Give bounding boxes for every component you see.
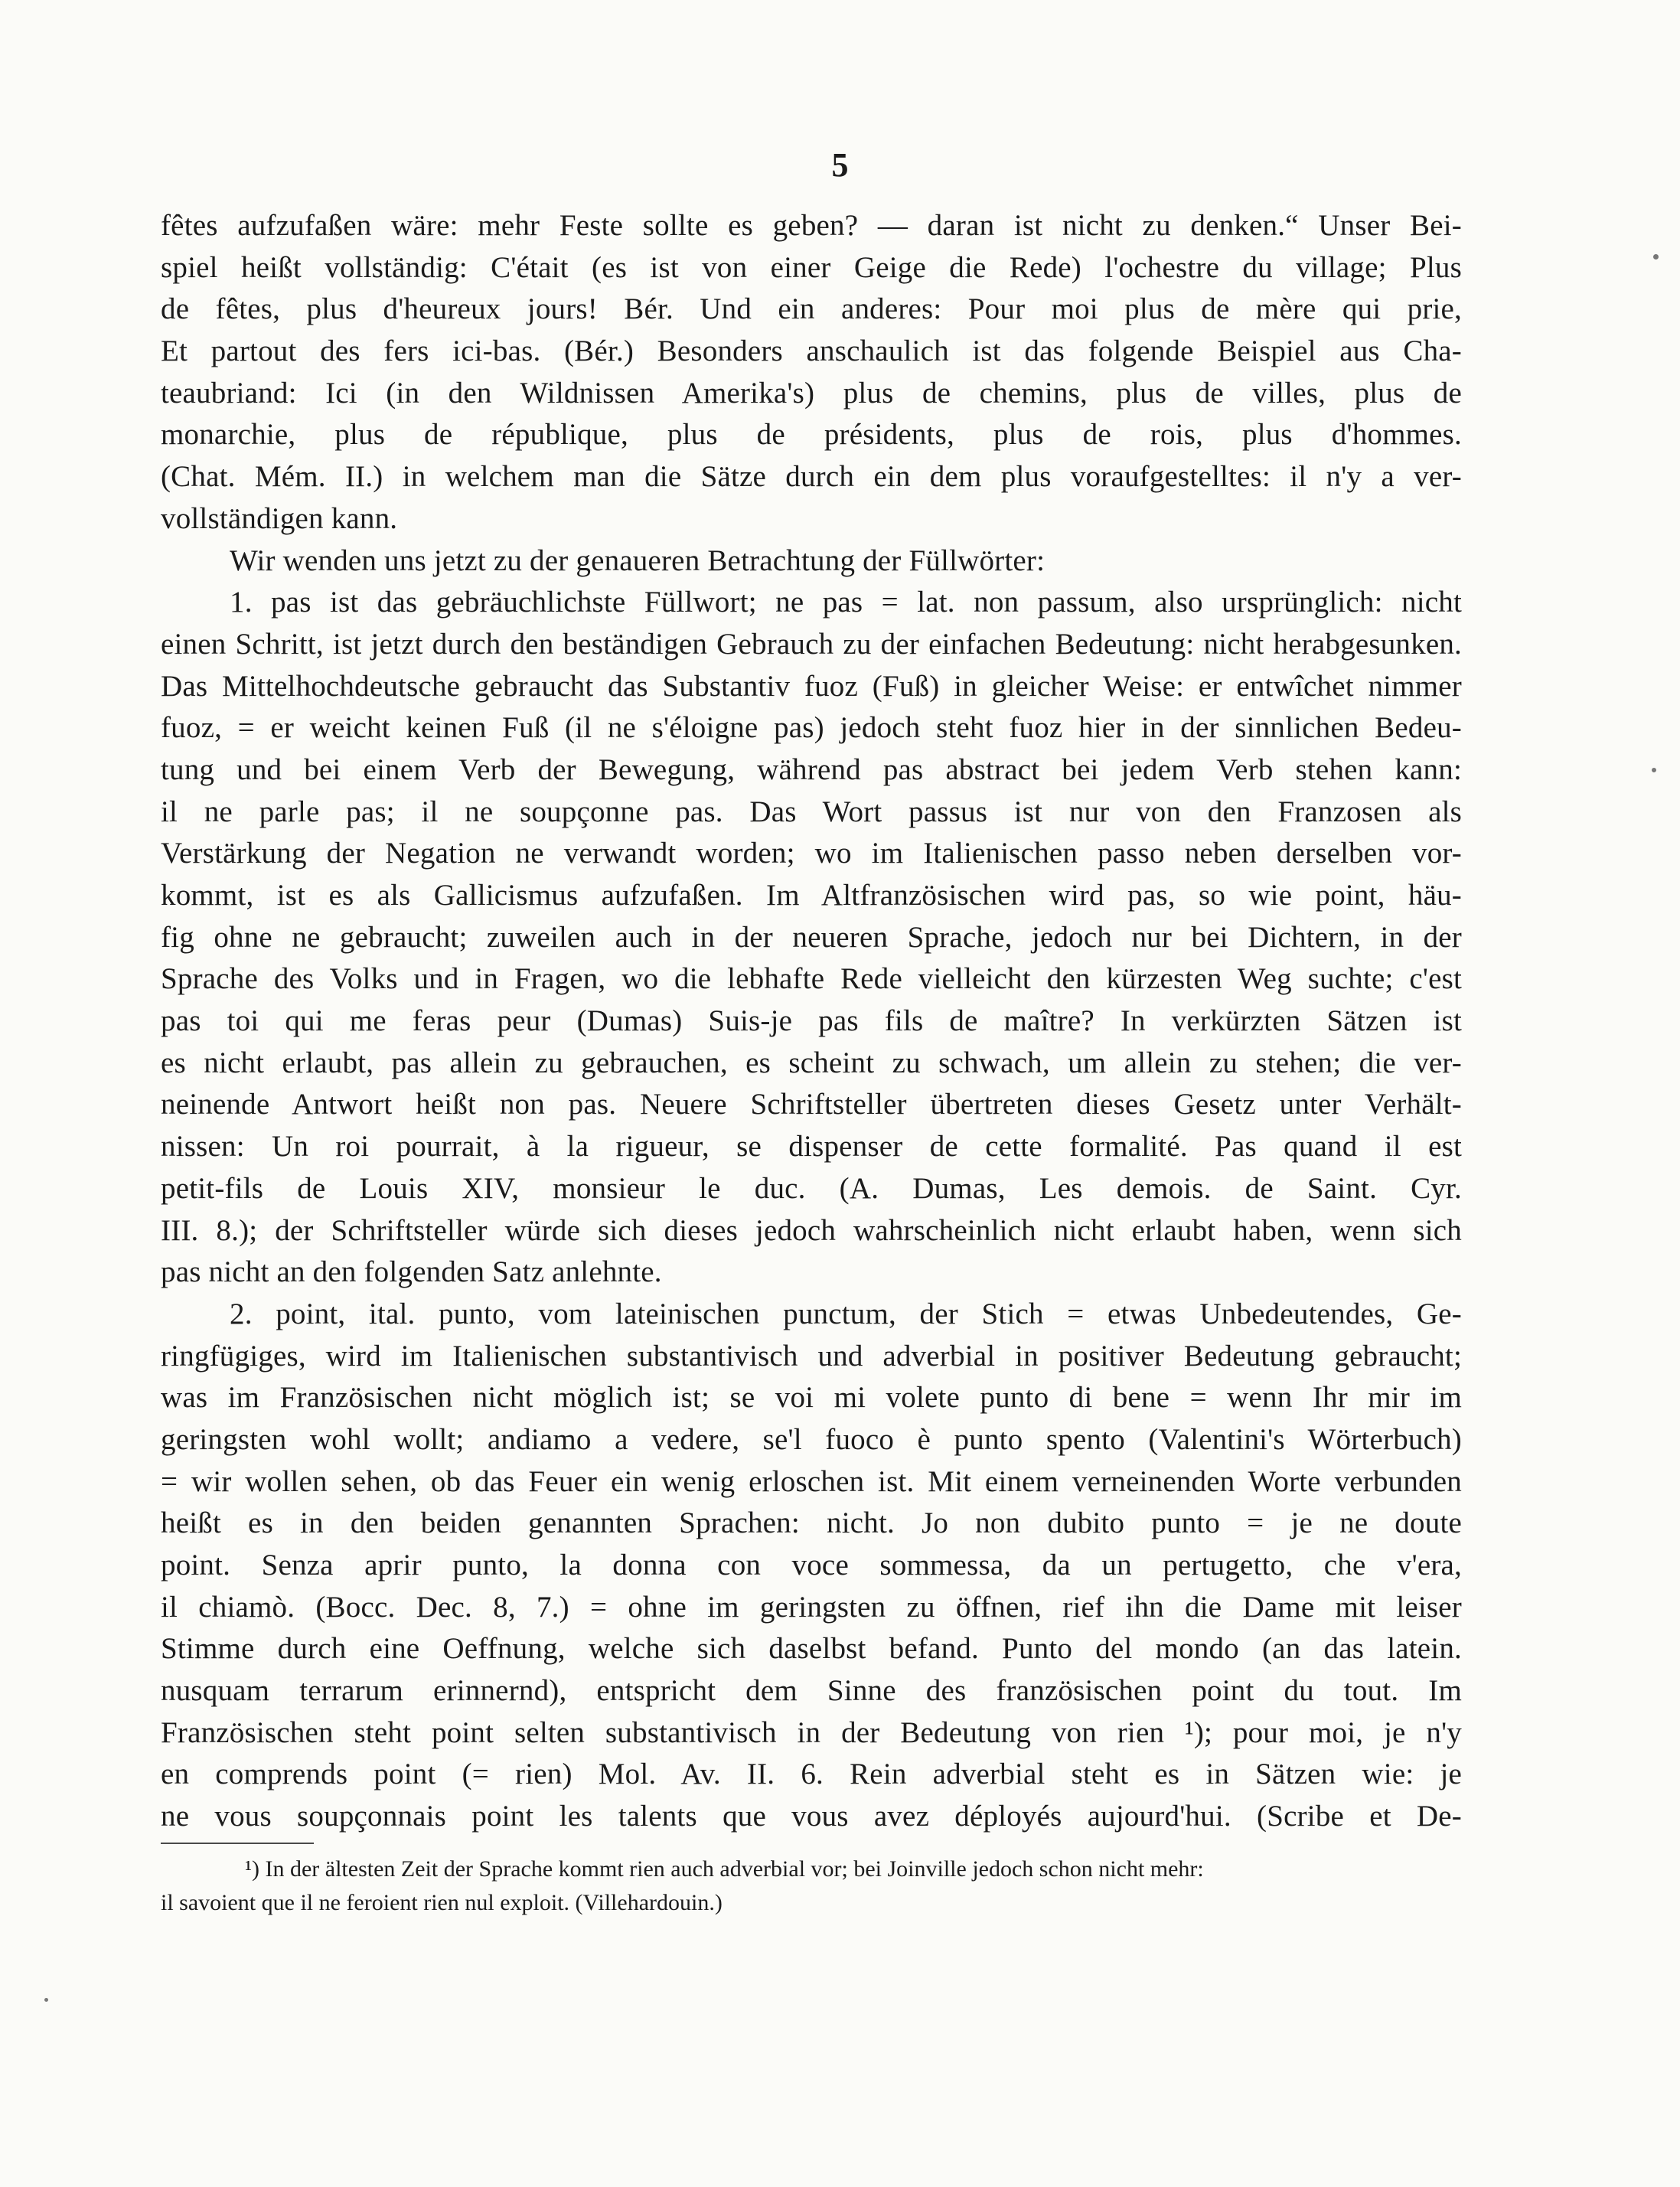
footnote-line: il savoient que il ne feroient rien nul exploit. (Villehardouin.): [161, 1890, 723, 1915]
text-line: Wir wenden uns jetzt zu der genaueren Betrachtung der Füllwörter:: [230, 543, 1046, 577]
paper-speck: [44, 1998, 48, 2002]
text-line: il chiamò. (Bocc. Dec. 8, 7.) = ohne im geringsten zu öffnen, rief ihn die Dame mit leiser: [161, 1590, 1462, 1624]
text-line: was im Französischen nicht möglich ist; se voi mi volete punto di bene = wenn Ihr mir im: [161, 1381, 1462, 1415]
text-line: einen Schritt, ist jetzt durch den beständigen Gebrauch zu der einfachen Bedeutung: nicht herabgesunken.: [161, 627, 1462, 661]
text-line: heißt es in den beiden genannten Sprachen: nicht. Jo non dubito punto = je ne doute: [161, 1506, 1462, 1540]
text-line: en comprends point (= rien) Mol. Av. II. 6. Rein adverbial steht es in Sätzen wie: je: [161, 1758, 1462, 1791]
text-line: il ne parle pas; il ne soupçonne pas. Das Wort passus ist nur von den Franzosen als: [161, 795, 1462, 828]
text-line: Et partout des fers ici-bas. (Bér.) Besonders anschaulich ist das folgende Beispiel aus Cha-: [161, 335, 1462, 368]
text-line: nissen: Un roi pourrait, à la rigueur, se dispenser de cette formalité. Pas quand il est: [161, 1130, 1462, 1164]
text-line: fig ohne ne gebraucht; zuweilen auch in der neueren Sprache, jedoch nur bei Dichtern, in der: [161, 920, 1462, 954]
body-text: [161, 205, 1462, 1838]
text-line: tung und bei einem Verb der Bewegung, während pas abstract bei jedem Verb stehen kann:: [161, 752, 1462, 786]
footnotes: [161, 1852, 1477, 1920]
text-line: vollständigen kann.: [161, 501, 398, 535]
text-line: (Chat. Mém. II.) in welchem man die Sätze durch ein dem plus voraufgestelltes: il n'y a ver-: [161, 460, 1462, 494]
paper-speck: [1653, 254, 1659, 260]
text-line: spiel heißt vollständig: C'était (es ist von einer Geige die Rede) l'ochestre du village; Plus: [161, 250, 1462, 284]
text-line: III. 8.); der Schriftsteller würde sich dieses jedoch wahrscheinlich nicht erlaubt haben, wenn sich: [161, 1213, 1462, 1247]
text-line: nusquam terrarum erinnernd), entspricht dem Sinne des französischen point du tout. Im: [161, 1674, 1462, 1708]
text-line: pas nicht an den folgenden Satz anlehnte.: [161, 1255, 662, 1289]
text-line: Sprache des Volks und in Fragen, wo die lebhafte Rede vielleicht den kürzesten Weg suchte; c'est: [161, 962, 1462, 996]
text-line: kommt, ist es als Gallicismus aufzufaßen. Im Altfranzösischen wird pas, so wie point, häu-: [161, 879, 1462, 912]
text-line: Stimme durch eine Oeffnung, welche sich daselbst befand. Punto del mondo (an das latein.: [161, 1632, 1462, 1666]
text-line: 1. pas ist das gebräuchlichste Füllwort; ne pas = lat. non passum, also ursprünglich: nicht: [230, 586, 1462, 619]
paper-speck: [1652, 768, 1656, 772]
text-line: neinende Antwort heißt non pas. Neuere Schriftsteller übertreten dieses Gesetz unter Verhält-: [161, 1088, 1462, 1121]
text-line: es nicht erlaubt, pas allein zu gebrauchen, es scheint zu schwach, um allein zu stehen; die ver-: [161, 1046, 1462, 1079]
text-line: monarchie, plus de république, plus de présidents, plus de rois, plus d'hommes.: [161, 418, 1462, 452]
text-line: Das Mittelhochdeutsche gebraucht das Substantiv fuoz (Fuß) in gleicher Weise: er entwîchet nimmer: [161, 669, 1462, 703]
text-line: fêtes aufzufaßen wäre: mehr Feste sollte es geben? — daran ist nicht zu denken.“ Unser Bei-: [161, 209, 1462, 242]
text-line: Verstärkung der Negation ne verwandt worden; wo im Italienischen passo neben derselben vor-: [161, 837, 1462, 870]
text-line: ringfügiges, wird im Italienischen substantivisch und adverbial in positiver Bedeutung gebraucht;: [161, 1339, 1462, 1373]
text-line: = wir wollen sehen, ob das Feuer ein wenig erloschen ist. Mit einem verneinenden Worte verbunden: [161, 1464, 1462, 1498]
text-line: Französischen steht point selten substantivisch in der Bedeutung von rien ¹); pour moi, je n'y: [161, 1715, 1462, 1749]
text-line: fuoz, = er weicht keinen Fuß (il ne s'éloigne pas) jedoch steht fuoz hier in der sinnlichen Bedeu-: [161, 711, 1462, 745]
text-line: 2. point, ital. punto, vom lateinischen punctum, der Stich = etwas Unbedeutendes, Ge-: [230, 1297, 1462, 1330]
text-line: de fêtes, plus d'heureux jours! Bér. Und ein anderes: Pour moi plus de mère qui prie,: [161, 292, 1462, 326]
page-number: 5: [831, 146, 849, 184]
text-line: ne vous soupçonnais point les talents que vous avez déployés aujourd'hui. (Scribe et De-: [161, 1800, 1462, 1833]
text-line: point. Senza aprir punto, la donna con voce sommessa, da un pertugetto, che v'era,: [161, 1549, 1462, 1581]
text-line: teaubriand: Ici (in den Wildnissen Amerika's) plus de chemins, plus de villes, plus de: [161, 376, 1462, 410]
footnote-line: ¹) In der ältesten Zeit der Sprache kommt rien auch adverbial vor; bei Joinville jedoch schon nicht mehr:: [245, 1856, 1204, 1882]
text-line: pas toi qui me feras peur (Dumas) Suis-je pas fils de maître? In verkürzten Sätzen ist: [161, 1004, 1462, 1038]
footnote-rule: [161, 1843, 314, 1844]
text-line: petit-fils de Louis XIV, monsieur le duc. (A. Dumas, Les demois. de Saint. Cyr.: [161, 1171, 1462, 1205]
text-line: geringsten wohl wollt; andiamo a vedere, se'l fuoco è punto spento (Valentini's Wörterbuch): [161, 1422, 1462, 1456]
